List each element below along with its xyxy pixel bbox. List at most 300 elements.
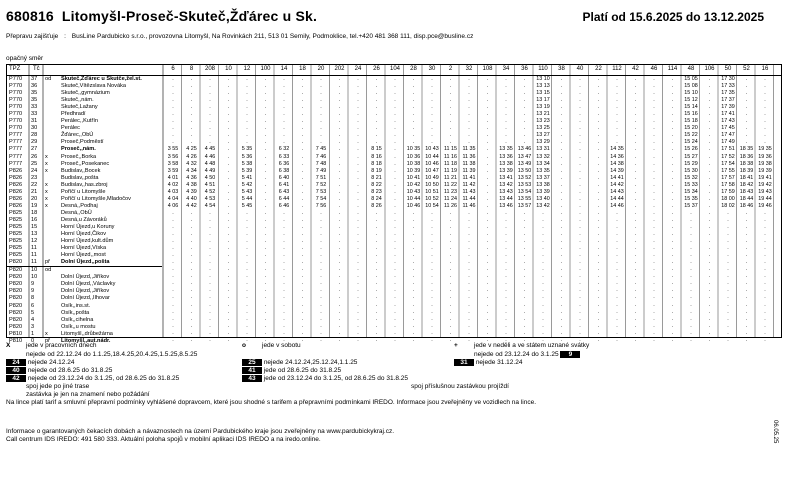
departure-time: .: [708, 188, 711, 195]
departure-time: .: [172, 280, 174, 287]
departure-time: 4 34: [186, 167, 197, 174]
stop-name: Proseč,,Posekanec: [61, 160, 110, 167]
departure-time: .: [579, 160, 581, 167]
departure-time: .: [579, 90, 581, 97]
stop-flag: x: [45, 167, 48, 174]
stop-flag: x: [45, 330, 48, 337]
departure-time: 4 54: [204, 202, 216, 209]
departure-time: .: [671, 273, 674, 280]
departure-time: .: [320, 266, 322, 273]
timetable-header: [6, 6, 776, 32]
stop-tpz: P770: [9, 83, 23, 90]
trip-number: 12: [243, 66, 251, 72]
departure-time: .: [523, 336, 526, 343]
departure-time: .: [579, 287, 581, 294]
departure-time: .: [468, 252, 470, 259]
departure-time: .: [745, 216, 748, 223]
departure-time: 14 42: [610, 181, 624, 188]
departure-time: .: [523, 322, 526, 329]
departure-time: .: [338, 188, 341, 195]
stop-km: 20: [31, 195, 38, 202]
departure-time: .: [745, 287, 748, 294]
departure-time: .: [449, 280, 452, 287]
departure-time: .: [634, 216, 637, 223]
stop-tpz: P770: [9, 118, 23, 125]
departure-time: .: [172, 223, 174, 230]
departure-time: 11 26: [443, 202, 458, 209]
departure-time: .: [708, 238, 711, 245]
departure-time: .: [616, 287, 618, 294]
departure-time: .: [246, 223, 248, 230]
departure-time: 10 39: [406, 167, 421, 174]
trip-number: 46: [650, 66, 658, 72]
departure-time: 4 49: [204, 167, 216, 174]
departure-time: .: [227, 181, 230, 188]
departure-time: 11 22: [443, 181, 458, 188]
departure-time: .: [653, 174, 655, 181]
departure-time: 5 45: [241, 202, 253, 209]
departure-time: 10 44: [425, 153, 439, 160]
departure-time: .: [227, 125, 230, 132]
departure-time: 4 25: [186, 146, 197, 153]
departure-time: .: [190, 76, 193, 82]
departure-time: .: [597, 315, 600, 322]
departure-time: .: [431, 223, 433, 230]
departure-time: .: [301, 83, 304, 90]
departure-time: .: [449, 125, 452, 132]
departure-time: .: [708, 181, 711, 188]
departure-time: 8 21: [371, 174, 382, 181]
departure-time: .: [190, 280, 193, 287]
departure-time: .: [764, 287, 766, 294]
departure-time: .: [634, 125, 637, 132]
departure-time: .: [745, 118, 748, 125]
departure-time: .: [283, 280, 285, 287]
departure-time: .: [338, 209, 341, 216]
departure-time: .: [708, 336, 711, 343]
departure-time: .: [394, 273, 396, 280]
departure-time: 3 56: [167, 153, 179, 160]
trip-number: 42: [632, 66, 639, 72]
departure-time: .: [431, 280, 433, 287]
departure-time: .: [338, 308, 341, 315]
departure-time: .: [653, 132, 655, 139]
departure-time: .: [320, 118, 322, 125]
departure-time: .: [690, 216, 692, 223]
departure-time: .: [579, 76, 581, 82]
legend-key: 43: [242, 375, 262, 382]
departure-time: 17 58: [721, 181, 735, 188]
departure-time: .: [338, 238, 341, 245]
departure-time: .: [264, 160, 267, 167]
departure-time: .: [634, 245, 637, 252]
departure-time: .: [523, 245, 526, 252]
departure-time: .: [505, 97, 507, 104]
departure-time: 17 51: [721, 146, 735, 153]
stop-name: Desná,,ObÚ: [61, 209, 92, 216]
departure-time: .: [209, 132, 211, 139]
departure-time: .: [671, 259, 674, 266]
departure-time: .: [597, 160, 600, 167]
departure-time: .: [264, 315, 267, 322]
departure-time: 13 42: [499, 181, 513, 188]
departure-time: .: [264, 76, 267, 82]
departure-time: 4 48: [204, 160, 216, 167]
departure-time: .: [209, 125, 211, 132]
departure-time: 10 50: [425, 181, 439, 188]
departure-time: .: [579, 195, 581, 202]
departure-time: .: [246, 76, 248, 82]
departure-time: .: [449, 111, 452, 118]
stop-name: Skuteč,,gymnázium: [61, 90, 110, 97]
departure-time: .: [745, 104, 748, 111]
departure-time: .: [634, 118, 637, 125]
departure-time: .: [431, 118, 433, 125]
time-row: [169, 182, 781, 189]
trip-number: 104: [389, 66, 400, 72]
departure-time: 10 38: [406, 160, 421, 167]
departure-time: .: [690, 223, 692, 230]
departure-time: 6 32: [278, 146, 290, 153]
departure-time: .: [505, 259, 507, 266]
departure-time: .: [190, 308, 193, 315]
legend-text: nejede 31.12.24: [475, 359, 523, 366]
departure-time: .: [653, 294, 655, 301]
departure-time: 13 34: [536, 160, 550, 167]
departure-time: .: [283, 125, 285, 132]
departure-time: .: [671, 308, 674, 315]
departure-time: .: [727, 315, 729, 322]
departure-time: .: [375, 231, 378, 238]
departure-time: .: [227, 202, 230, 209]
departure-time: 15 05: [684, 76, 698, 82]
departure-time: .: [523, 273, 526, 280]
departure-time: 13 43: [499, 188, 513, 195]
departure-time: .: [190, 209, 193, 216]
departure-time: .: [708, 111, 711, 118]
stop-km: 11: [31, 245, 37, 252]
departure-time: .: [394, 83, 396, 90]
departure-time: 7 51: [315, 174, 327, 181]
departure-time: .: [764, 125, 766, 132]
stop-tpz: P826: [9, 188, 23, 195]
departure-time: 13 44: [499, 195, 513, 202]
departure-time: .: [394, 223, 396, 230]
departure-time: .: [597, 118, 600, 125]
departure-time: 7 46: [315, 153, 327, 160]
departure-time: .: [338, 280, 341, 287]
departure-time: .: [634, 259, 637, 266]
departure-time: .: [320, 308, 322, 315]
departure-time: .: [283, 315, 285, 322]
departure-time: .: [264, 132, 267, 139]
departure-time: .: [579, 167, 581, 174]
departure-time: .: [190, 266, 193, 273]
departure-time: 11 24: [443, 195, 458, 202]
departure-time: .: [431, 336, 433, 343]
departure-time: 11 42: [462, 181, 476, 188]
departure-time: .: [227, 266, 230, 273]
departure-time: .: [375, 308, 378, 315]
departure-time: 5 39: [241, 167, 253, 174]
departure-time: .: [338, 259, 341, 266]
departure-time: 13 10: [536, 76, 550, 82]
stop-tpz: P770: [9, 90, 23, 97]
departure-time: 4 50: [204, 174, 216, 181]
departure-time: .: [745, 252, 748, 259]
departure-time: .: [246, 118, 248, 125]
departure-time: .: [486, 188, 489, 195]
departure-time: .: [209, 223, 211, 230]
departure-time: .: [357, 83, 359, 90]
stop-row: [7, 217, 162, 224]
departure-time: 17 49: [721, 139, 735, 146]
departure-time: .: [634, 188, 637, 195]
departure-time: .: [764, 104, 766, 111]
departure-time: .: [227, 174, 230, 181]
departure-time: .: [690, 336, 692, 343]
trip-number: 28: [410, 66, 417, 72]
departure-time: .: [431, 238, 433, 245]
departure-time: .: [394, 287, 396, 294]
departure-time: .: [283, 104, 285, 111]
stop-tpz: P777: [9, 160, 23, 167]
departure-time: 5 41: [241, 174, 253, 181]
time-row: [169, 323, 781, 330]
departure-time: .: [412, 118, 415, 125]
departure-time: .: [671, 125, 674, 132]
time-row: [169, 259, 781, 266]
departure-time: 18 44: [739, 195, 754, 202]
departure-time: .: [357, 174, 359, 181]
departure-time: .: [616, 97, 618, 104]
carrier-name: BusLine Pardubicko s.r.o., provozovna Litomyšl, Na Rovinkách 211, 513 01 Semily, Podmoklice, tel.+420 481 368 111, disp.pce@busline.cz: [71, 33, 474, 40]
departure-time: .: [412, 315, 415, 322]
departure-time: .: [394, 266, 396, 273]
stop-tpz: P826: [9, 181, 23, 188]
departure-time: .: [172, 111, 174, 118]
departure-time: 4 26: [186, 153, 197, 160]
departure-time: .: [375, 301, 378, 308]
departure-time: .: [523, 209, 526, 216]
departure-time: .: [227, 231, 230, 238]
departure-time: .: [375, 315, 378, 322]
departure-time: .: [227, 97, 230, 104]
departure-time: .: [172, 238, 174, 245]
departure-time: .: [542, 287, 544, 294]
time-row: [169, 316, 781, 323]
stop-name: Perálec: [61, 125, 80, 132]
departure-time: .: [283, 322, 285, 329]
departure-time: .: [764, 83, 766, 90]
departure-time: .: [431, 132, 433, 139]
departure-time: .: [653, 146, 655, 153]
departure-time: .: [375, 287, 378, 294]
departure-time: .: [172, 245, 174, 252]
departure-time: .: [579, 266, 581, 273]
departure-time: .: [172, 83, 174, 90]
departure-time: .: [357, 132, 359, 139]
departure-time: .: [190, 83, 193, 90]
stop-tpz: P826: [9, 195, 23, 202]
departure-time: .: [394, 167, 396, 174]
departure-time: .: [579, 301, 581, 308]
departure-time: .: [375, 273, 378, 280]
departure-time: .: [227, 216, 230, 223]
departure-time: .: [560, 111, 563, 118]
departure-time: .: [745, 238, 748, 245]
departure-time: 17 52: [721, 153, 735, 160]
departure-time: .: [579, 252, 581, 259]
departure-time: .: [727, 209, 729, 216]
departure-time: .: [357, 202, 359, 209]
departure-time: .: [227, 329, 230, 336]
departure-time: .: [320, 238, 322, 245]
departure-time: 11 46: [462, 202, 476, 209]
departure-time: 10 46: [406, 202, 421, 209]
departure-time: .: [671, 294, 674, 301]
departure-time: .: [412, 238, 415, 245]
departure-time: 15 26: [684, 146, 698, 153]
departure-time: .: [597, 167, 600, 174]
stop-tpz: P820: [9, 288, 23, 295]
stop-row: [7, 182, 162, 189]
departure-time: 18 39: [739, 167, 754, 174]
departure-time: .: [394, 231, 396, 238]
stop-name: Horní Újezd,kult.dům: [61, 238, 114, 245]
departure-time: .: [357, 90, 359, 97]
departure-time: .: [597, 188, 600, 195]
stop-name: Skuteč,Žďárec u Skutče,žel.st.: [61, 76, 142, 82]
departure-time: .: [653, 97, 655, 104]
departure-time: .: [708, 301, 711, 308]
departure-time: 13 49: [517, 160, 532, 167]
departure-time: .: [375, 132, 378, 139]
departure-time: .: [357, 160, 359, 167]
stop-name: Budislav,,Bocek: [61, 167, 101, 174]
departure-time: 4 51: [204, 181, 216, 188]
departure-time: .: [523, 76, 526, 82]
departure-time: 13 35: [499, 146, 513, 153]
departure-time: .: [764, 252, 766, 259]
departure-time: 10 43: [406, 188, 421, 195]
departure-time: 15 32: [684, 174, 698, 181]
departure-time: .: [560, 139, 563, 146]
departure-time: .: [357, 146, 359, 153]
departure-time: .: [246, 139, 248, 146]
departure-time: .: [597, 111, 600, 118]
departure-time: .: [690, 280, 692, 287]
departure-time: .: [246, 238, 248, 245]
departure-time: .: [542, 245, 544, 252]
departure-time: .: [690, 252, 692, 259]
departure-time: .: [523, 266, 526, 273]
time-row: [169, 175, 781, 182]
departure-time: .: [634, 153, 637, 160]
departure-time: .: [412, 223, 415, 230]
departure-time: .: [727, 336, 729, 343]
departure-time: .: [209, 76, 211, 82]
stop-tpz: P820: [9, 309, 23, 316]
departure-time: 13 53: [517, 181, 532, 188]
departure-time: .: [338, 216, 341, 223]
departure-time: .: [523, 139, 526, 146]
time-row: [169, 280, 781, 287]
departure-time: 19 42: [758, 181, 772, 188]
departure-time: 10 35: [406, 146, 421, 153]
departure-time: .: [616, 209, 618, 216]
stop-tpz: P826: [9, 167, 23, 174]
departure-time: .: [634, 83, 637, 90]
departure-time: .: [616, 322, 618, 329]
stop-name: Litomyšl,,aut.nádr.: [61, 337, 111, 344]
departure-time: .: [264, 280, 267, 287]
departure-time: .: [264, 146, 267, 153]
departure-time: 17 41: [721, 111, 735, 118]
departure-time: .: [523, 83, 526, 90]
stop-row: [7, 295, 162, 302]
departure-time: .: [264, 195, 267, 202]
departure-time: .: [764, 259, 766, 266]
departure-time: .: [394, 76, 396, 82]
departure-time: .: [560, 118, 563, 125]
departure-time: .: [338, 223, 341, 230]
departure-time: .: [634, 301, 637, 308]
departure-time: .: [597, 104, 600, 111]
departure-time: .: [412, 322, 415, 329]
departure-time: .: [264, 223, 267, 230]
departure-time: 7 48: [315, 160, 327, 167]
departure-time: .: [320, 104, 322, 111]
departure-time: .: [764, 336, 766, 343]
departure-time: 17 59: [721, 188, 735, 195]
stop-flag: x: [45, 188, 48, 195]
departure-time: 19 43: [758, 188, 772, 195]
stop-tpz: P770: [9, 76, 23, 82]
stop-km: 28: [31, 132, 38, 139]
departure-time: .: [523, 287, 526, 294]
departure-time: .: [468, 139, 470, 146]
departure-time: .: [394, 132, 396, 139]
legend-text: nejede od 23.12.24 do 3.1.25, od 28.6.25 do 31.8.25: [27, 375, 180, 382]
departure-time: .: [357, 336, 359, 343]
departure-time: .: [227, 287, 230, 294]
departure-time: .: [227, 322, 230, 329]
departure-time: 10 47: [425, 167, 439, 174]
stop-km: 21: [31, 188, 38, 195]
stop-name: Proseč,Podměstí: [61, 139, 104, 146]
departure-time: .: [301, 97, 304, 104]
departure-time: .: [671, 329, 674, 336]
time-row: [169, 224, 781, 231]
departure-time: .: [209, 259, 211, 266]
legend-key: 41: [242, 367, 262, 374]
departure-time: .: [283, 301, 285, 308]
departure-time: .: [486, 125, 489, 132]
time-row: [169, 125, 781, 132]
departure-time: .: [357, 301, 359, 308]
departure-time: .: [320, 259, 322, 266]
stop-tpz: P825: [9, 209, 23, 216]
departure-time: .: [190, 322, 193, 329]
departure-time: 13 23: [536, 118, 550, 125]
departure-time: .: [375, 245, 378, 252]
departure-time: .: [597, 195, 600, 202]
departure-time: .: [579, 97, 581, 104]
departure-time: .: [690, 231, 692, 238]
departure-time: .: [375, 252, 378, 259]
departure-time: 13 31: [536, 146, 550, 153]
